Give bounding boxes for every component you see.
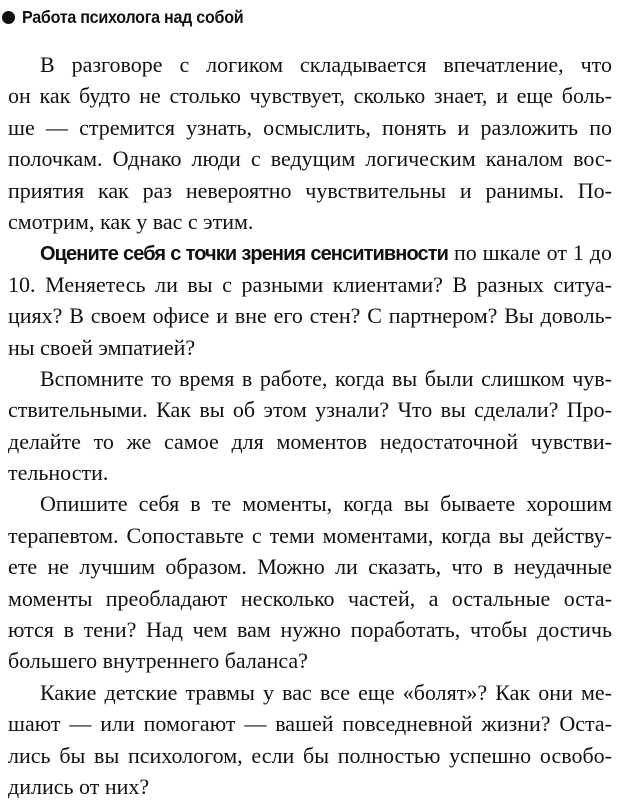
paragraph-2: [8, 237, 612, 363]
text-line: ше — стремится узнать, осмыслить, понять и разложить по: [8, 114, 612, 140]
text-line: смотрим, как у вас с этим.: [8, 208, 254, 234]
paragraph-1: [8, 49, 612, 237]
text-segment: по шкале от 1 до: [448, 240, 612, 266]
text-line: В разговоре с логиком складывается впечатление, что: [40, 52, 612, 77]
text-line: ствительными. Как вы об этом узнали? Что вы сделали? Про-: [8, 397, 612, 423]
text-line: тельности.: [8, 460, 109, 486]
text-line: 10. Меняетесь ли вы с разными клиентами? В разных ситуа-: [8, 271, 612, 297]
paragraph-3: [8, 363, 612, 489]
text-line: большего внутреннего баланса?: [8, 648, 308, 674]
text-line: он как будто не столько чувствует, сколько знает, и еще боль-: [8, 83, 612, 109]
text-line: Опишите себя в те моменты, когда вы бываете хорошим: [40, 491, 612, 517]
text-line: полочкам. Однако люди с ведущим логическим каналом вос-: [8, 146, 612, 172]
paragraph-5: [8, 677, 612, 802]
bold-phrase: Оцените себя с точки зрения сенситивности: [40, 243, 449, 266]
text-line: делайте то же самое для моментов недостаточной чувстви-: [8, 428, 612, 454]
text-line: ете не лучшим образом. Можно ли сказать, что в неудачные: [8, 554, 612, 580]
text-line: Какие детские травмы у вас все еще «болят»? Как они ме-: [40, 679, 612, 705]
text-line: лись бы вы психологом, если бы полностью успешно освобо-: [8, 742, 612, 768]
body-text: [8, 49, 612, 802]
text-line: дились от них?: [8, 773, 150, 799]
text-line: приятия как раз невероятно чувствительны и ранимы. По-: [8, 177, 612, 203]
text-line: шают — или помогают — вашей повседневной жизни? Оста-: [8, 711, 612, 737]
text-line: ются в тени? Над чем вам нужно поработать, чтобы достичь: [8, 617, 612, 643]
text-line: терапевтом. Сопоставьте с теми моментами, когда вы действу-: [8, 522, 612, 548]
text-line: моменты преобладают несколько частей, а остальные оста-: [8, 585, 612, 611]
section-title: Работа психолога над собой: [22, 6, 244, 27]
section-header: [2, 2, 263, 32]
text-line: ны своей эмпатией?: [8, 334, 196, 360]
bullet-icon: [2, 11, 15, 24]
paragraph-4: [8, 488, 612, 676]
text-line: [8, 237, 612, 268]
text-line: циях? В своем офисе и вне его стен? С партнером? Вы доволь-: [8, 303, 612, 329]
text-line: Вспомните то время в работе, когда вы были слишком чув-: [40, 365, 612, 391]
